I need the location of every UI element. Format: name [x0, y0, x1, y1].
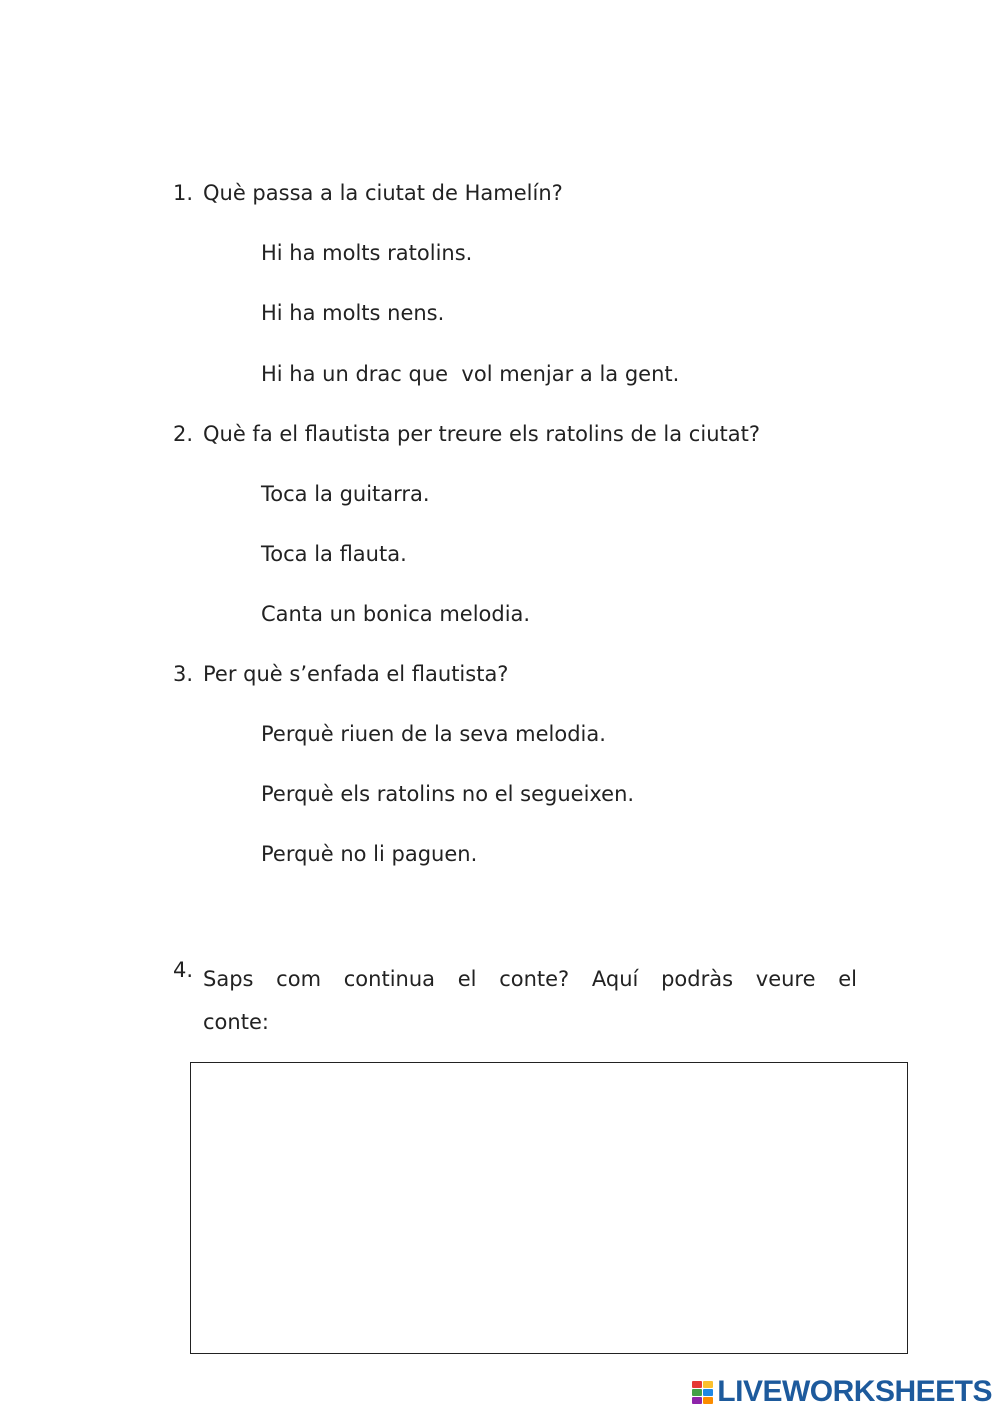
question-3-option-1[interactable]: Perquè riuen de la seva melodia.: [261, 722, 606, 746]
question-2-option-3[interactable]: Canta un bonica melodia.: [261, 602, 531, 626]
question-2-number: 2.: [173, 422, 194, 446]
question-1-text: Què passa a la ciutat de Hamelín?: [203, 181, 563, 205]
question-4-number: 4.: [173, 958, 194, 982]
logo-block: [692, 1381, 702, 1388]
question-1-option-2[interactable]: Hi ha molts nens.: [261, 301, 445, 325]
question-1: [173, 180, 563, 206]
question-2-option-1[interactable]: Toca la guitarra.: [261, 482, 430, 506]
question-1-option-1[interactable]: Hi ha molts ratolins.: [261, 241, 473, 265]
question-1-option-3[interactable]: Hi ha un drac que vol menjar a la gent.: [261, 362, 680, 386]
question-2-option-2[interactable]: Toca la flauta.: [261, 542, 407, 566]
question-2-text: Què fa el flautista per treure els ratolins de la ciutat?: [203, 422, 760, 446]
liveworksheets-brand: [692, 1377, 992, 1407]
question-4: [173, 958, 857, 1044]
logo-block: [703, 1381, 713, 1388]
question-3: [173, 661, 508, 687]
question-3-number: 3.: [173, 662, 194, 686]
logo-block: [703, 1397, 713, 1404]
logo-block: [703, 1389, 713, 1396]
question-2: [173, 421, 760, 447]
logo-block: [692, 1397, 702, 1404]
logo-block: [692, 1389, 702, 1396]
question-1-number: 1.: [173, 181, 194, 205]
question-4-text: Saps com continua el conte? Aquí podràs veure el conte:: [203, 967, 857, 1034]
question-3-text: Per què s’enfada el flautista?: [203, 662, 509, 686]
question-3-option-3[interactable]: Perquè no li paguen.: [261, 842, 478, 866]
brand-name: LIVEWORKSHEETS: [717, 1375, 992, 1408]
question-3-option-2[interactable]: Perquè els ratolins no el segueixen.: [261, 782, 635, 806]
liveworksheets-logo-icon: [692, 1381, 713, 1404]
answer-box[interactable]: [190, 1062, 908, 1354]
